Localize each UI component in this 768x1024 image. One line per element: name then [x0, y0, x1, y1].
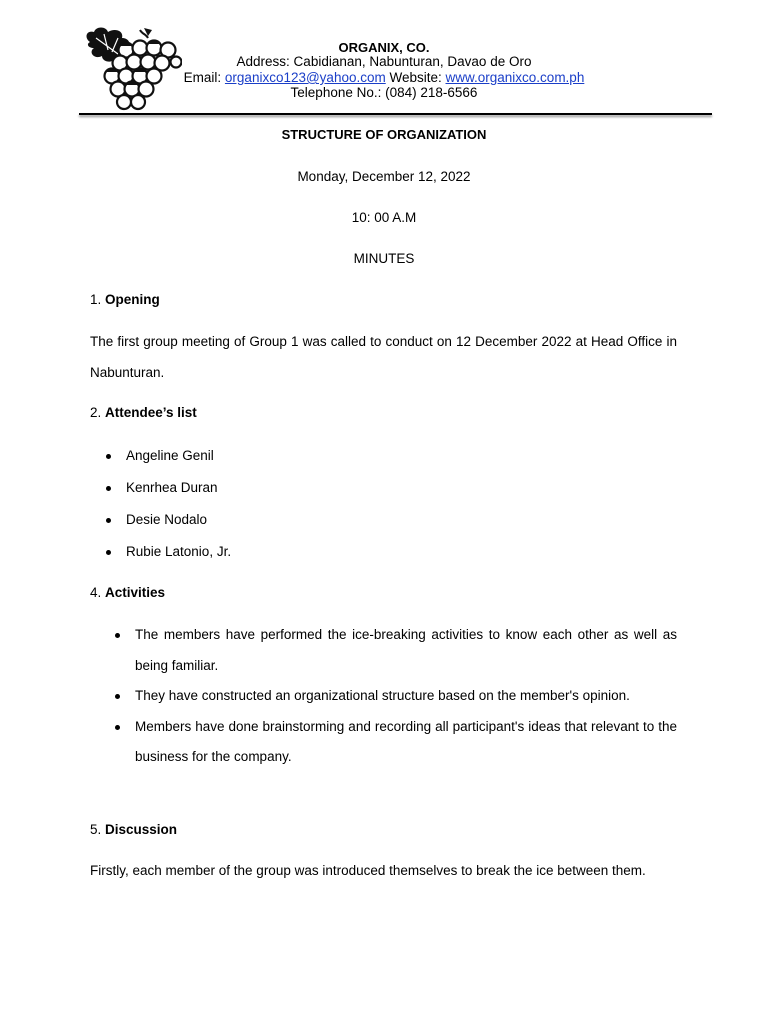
- attendee-list: [106, 446, 231, 574]
- section-title: Activities: [105, 585, 166, 600]
- list-item: Angeline Genil: [106, 446, 231, 478]
- header-divider: [79, 113, 712, 115]
- section-number: 1.: [90, 292, 106, 307]
- section-heading-discussion: [90, 822, 177, 837]
- section-title: Discussion: [105, 822, 178, 837]
- document-type: MINUTES: [353, 251, 415, 266]
- list-item: Kenrhea Duran: [106, 478, 231, 510]
- list-item: Rubie Latonio, Jr.: [106, 542, 231, 574]
- company-address: Address: Cabidianan, Nabunturan, Davao de Oro: [236, 54, 532, 69]
- section-heading-activities: [90, 585, 165, 600]
- meeting-time: 10: 00 A.M: [351, 210, 417, 225]
- section-heading-attendees: [90, 405, 197, 420]
- meeting-date: Monday, December 12, 2022: [297, 169, 471, 184]
- email-link[interactable]: organixco123@yahoo.com: [224, 70, 386, 85]
- section-heading-opening: [90, 292, 160, 307]
- website-label: Website:: [385, 70, 446, 85]
- list-item: Desie Nodalo: [106, 510, 231, 542]
- list-item: The members have performed the ice-breaking activities to know each other as well as being familiar.: [115, 620, 677, 681]
- email-label: Email:: [183, 70, 225, 85]
- discussion-paragraph: Firstly, each member of the group was introduced themselves to break the ice between them.: [90, 863, 646, 878]
- section-title: Opening: [105, 292, 160, 307]
- contact-line: [150, 70, 618, 86]
- telephone-number: Telephone No.: (084) 218-6566: [290, 85, 478, 100]
- website-link[interactable]: www.organixco.com.ph: [445, 70, 585, 85]
- list-item: They have constructed an organizational structure based on the member's opinion.: [115, 681, 677, 712]
- section-number: 4.: [90, 585, 106, 600]
- section-number: 2.: [90, 405, 106, 420]
- section-title: Attendee’s list: [105, 405, 197, 420]
- activities-list: [115, 620, 677, 773]
- company-name: ORGANIX, CO.: [338, 40, 430, 55]
- document-title: STRUCTURE OF ORGANIZATION: [281, 127, 487, 142]
- list-item: Members have done brainstorming and recording all participant's ideas that relevant to the business for the company.: [115, 712, 677, 773]
- opening-paragraph: The first group meeting of Group 1 was called to conduct on 12 December 2022 at Head Office in Nabunturan.: [90, 334, 677, 380]
- section-number: 5.: [90, 822, 106, 837]
